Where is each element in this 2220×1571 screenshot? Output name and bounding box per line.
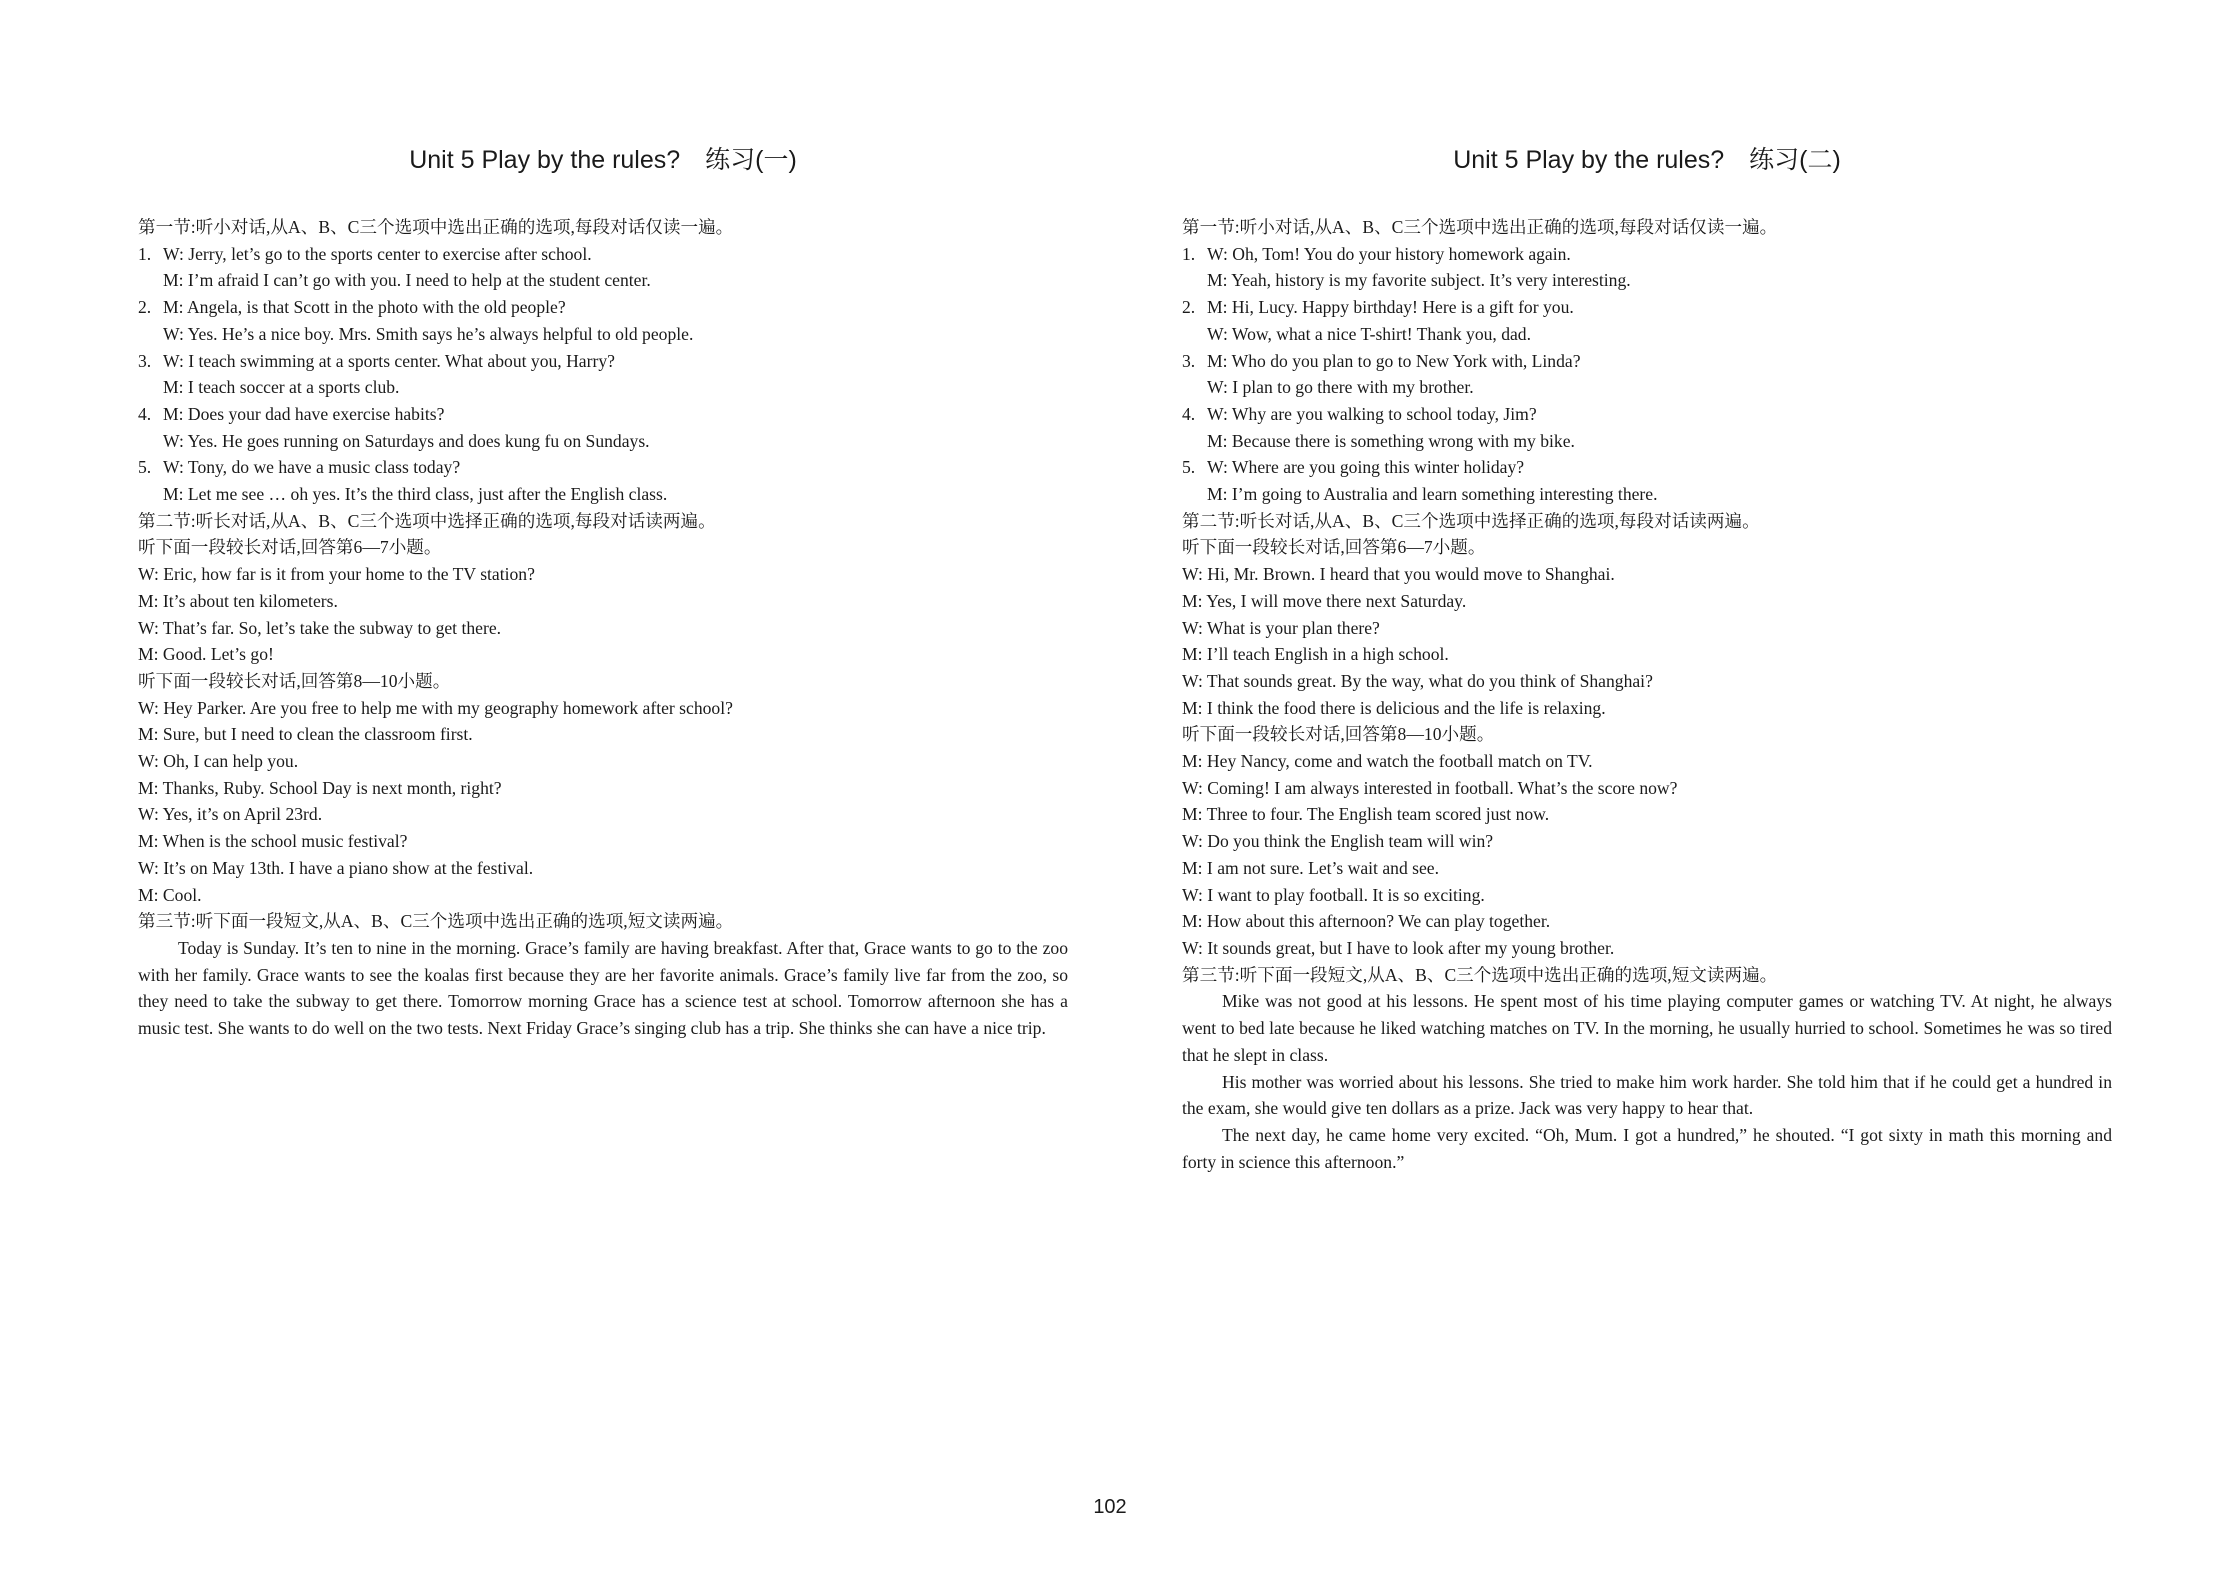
section-heading-2: 第二节:听长对话,从A、B、C三个选项中选择正确的选项,每段对话读两遍。 [138, 510, 716, 531]
dialogue-line: M: Yes, I will move there next Saturday. [1182, 590, 1467, 611]
dialogue-line: W: Eric, how far is it from your home to the TV station? [138, 564, 535, 585]
dialogue-line: W: Wow, what a nice T-shirt! Thank you, dad. [1207, 323, 1532, 344]
dialogue-intro: 听下面一段较长对话,回答第6—7小题。 [138, 537, 442, 558]
left-exercise-column [138, 140, 1068, 1042]
dialogue-line: M: Cool. [138, 884, 202, 905]
dialogue-line: M: I teach soccer at a sports club. [163, 377, 400, 398]
question-number: 4. [1182, 403, 1196, 424]
dialogue-text: W: Tony, do we have a music class today? [163, 457, 461, 478]
dialogue-text: M: Hi, Lucy. Happy birthday! Here is a gift for you. [1207, 297, 1574, 318]
page-number: 102 [1093, 1496, 1127, 1518]
dialogue-line: M: How about this afternoon? We can play together. [1182, 911, 1551, 932]
dialogue-line: W: Hey Parker. Are you free to help me with my geography homework after school? [138, 697, 733, 718]
dialogue-line: W: Yes. He’s a nice boy. Mrs. Smith says he’s always helpful to old people. [163, 323, 694, 344]
dialogue-text: W: Jerry, let’s go to the sports center to exercise after school. [163, 243, 592, 264]
dialogue-line: M: I’m going to Australia and learn something interesting there. [1207, 484, 1658, 505]
dialogue-line [138, 241, 1068, 268]
section-heading-3: 第三节:听下面一段短文,从A、B、C三个选项中选出正确的选项,短文读两遍。 [138, 911, 734, 932]
dialogue-line: W: That’s far. So, let’s take the subway to get there. [138, 617, 502, 638]
question-number: 1. [138, 243, 152, 264]
question-number: 5. [1182, 457, 1196, 478]
dialogue-line: W: What is your plan there? [1182, 617, 1380, 638]
dialogue-line [138, 348, 1068, 375]
question-number: 1. [1182, 243, 1196, 264]
dialogue-line: W: Oh, I can help you. [138, 751, 299, 772]
dialogue-line: M: When is the school music festival? [138, 831, 408, 852]
question-number: 2. [1182, 297, 1196, 318]
dialogue-line: W: Do you think the English team will win? [1182, 831, 1494, 852]
dialogue-line [1182, 294, 2112, 321]
dialogue-text: W: Oh, Tom! You do your history homework again. [1207, 243, 1571, 264]
dialogue-text: M: Angela, is that Scott in the photo with the old people? [163, 297, 566, 318]
dialogue-line: M: I’m afraid I can’t go with you. I need to help at the student center. [163, 270, 651, 291]
dialogue-line: W: Yes. He goes running on Saturdays and does kung fu on Sundays. [163, 430, 650, 451]
dialogue-line: W: That sounds great. By the way, what do you think of Shanghai? [1182, 670, 1653, 691]
dialogue-text: M: Does your dad have exercise habits? [163, 403, 445, 424]
question-number: 5. [138, 457, 152, 478]
question-number: 3. [1182, 350, 1196, 371]
dialogue-line: M: Three to four. The English team scored just now. [1182, 804, 1550, 825]
question-number: 4. [138, 403, 152, 424]
dialogue-line: M: I’ll teach English in a high school. [1182, 644, 1449, 665]
section-heading-3: 第三节:听下面一段短文,从A、B、C三个选项中选出正确的选项,短文读两遍。 [1182, 964, 1778, 985]
dialogue-line [1182, 401, 2112, 428]
dialogue-line: W: Hi, Mr. Brown. I heard that you would move to Shanghai. [1182, 564, 1615, 585]
right-exercise-column [1182, 140, 2112, 1175]
dialogue-line: W: It sounds great, but I have to look after my young brother. [1182, 937, 1615, 958]
dialogue-line: M: I think the food there is delicious and the life is relaxing. [1182, 697, 1606, 718]
dialogue-intro: 听下面一段较长对话,回答第6—7小题。 [1182, 537, 1486, 558]
dialogue-line [138, 454, 1068, 481]
dialogue-line: M: Good. Let’s go! [138, 644, 274, 665]
dialogue-text: W: Where are you going this winter holiday? [1207, 457, 1525, 478]
dialogue-line: W: It’s on May 13th. I have a piano show at the festival. [138, 857, 534, 878]
dialogue-line: W: Coming! I am always interested in football. What’s the score now? [1182, 777, 1678, 798]
question-number: 3. [138, 350, 152, 371]
passage-paragraph: Today is Sunday. It’s ten to nine in the morning. Grace’s family are having breakfast. After that, Grace wants to go to the zoo with her family. Grace wants to see the koalas first because they are her favorite animals. Grace’s family live far from the zoo, so they need to take the subway to get there. Tomorrow morning Grace has a science test at school. Tomorrow afternoon she has a music test. She wants to do well on the two tests. Next Friday Grace’s singing club has a trip. She thinks she can have a nice trip. [138, 937, 1068, 1039]
dialogue-line: M: Let me see … oh yes. It’s the third class, just after the English class. [163, 484, 668, 505]
dialogue-line: M: Thanks, Ruby. School Day is next month, right? [138, 777, 502, 798]
dialogue-line: M: Yeah, history is my favorite subject. It’s very interesting. [1207, 270, 1631, 291]
dialogue-intro: 听下面一段较长对话,回答第8—10小题。 [138, 670, 451, 691]
dialogue-line [138, 401, 1068, 428]
passage-paragraph: Mike was not good at his lessons. He spent most of his time playing computer games or watching TV. At night, he always went to bed late because he liked watching matches on TV. In the morning, he usually hurried to school. Sometimes he was so tired that he slept in class. [1182, 991, 2112, 1065]
dialogue-line: W: Yes, it’s on April 23rd. [138, 804, 323, 825]
section-heading-2: 第二节:听长对话,从A、B、C三个选项中选择正确的选项,每段对话读两遍。 [1182, 510, 1760, 531]
passage-paragraph: His mother was worried about his lessons. She tried to make him work harder. She told him that if he could get a hundred in the exam, she would give ten dollars as a prize. Jack was very happy to hear that. [1182, 1071, 2112, 1119]
dialogue-line [1182, 348, 2112, 375]
dialogue-line [138, 294, 1068, 321]
dialogue-line: M: Hey Nancy, come and watch the football match on TV. [1182, 751, 1593, 772]
dialogue-text: W: Why are you walking to school today, Jim? [1207, 403, 1537, 424]
dialogue-text: W: I teach swimming at a sports center. What about you, Harry? [163, 350, 615, 371]
dialogue-text: M: Who do you plan to go to New York with, Linda? [1207, 350, 1581, 371]
dialogue-line: M: It’s about ten kilometers. [138, 590, 338, 611]
page-title: Unit 5 Play by the rules? 练习(二) [1453, 146, 1841, 174]
dialogue-line: M: Sure, but I need to clean the classroom first. [138, 724, 473, 745]
dialogue-intro: 听下面一段较长对话,回答第8—10小题。 [1182, 724, 1495, 745]
dialogue-line: W: I plan to go there with my brother. [1207, 377, 1474, 398]
section-heading-1: 第一节:听小对话,从A、B、C三个选项中选出正确的选项,每段对话仅读一遍。 [1182, 217, 1778, 237]
dialogue-line [1182, 454, 2112, 481]
page-title: Unit 5 Play by the rules? 练习(一) [409, 146, 797, 174]
dialogue-line: M: I am not sure. Let’s wait and see. [1182, 857, 1439, 878]
question-number: 2. [138, 297, 152, 318]
dialogue-line: M: Because there is something wrong with my bike. [1207, 430, 1575, 451]
passage-paragraph: The next day, he came home very excited. “Oh, Mum. I got a hundred,” he shouted. “I got sixty in math this morning and forty in science this afternoon.” [1182, 1124, 2112, 1172]
dialogue-line [1182, 241, 2112, 268]
dialogue-line: W: I want to play football. It is so exciting. [1182, 884, 1485, 905]
section-heading-1: 第一节:听小对话,从A、B、C三个选项中选出正确的选项,每段对话仅读一遍。 [138, 217, 734, 237]
